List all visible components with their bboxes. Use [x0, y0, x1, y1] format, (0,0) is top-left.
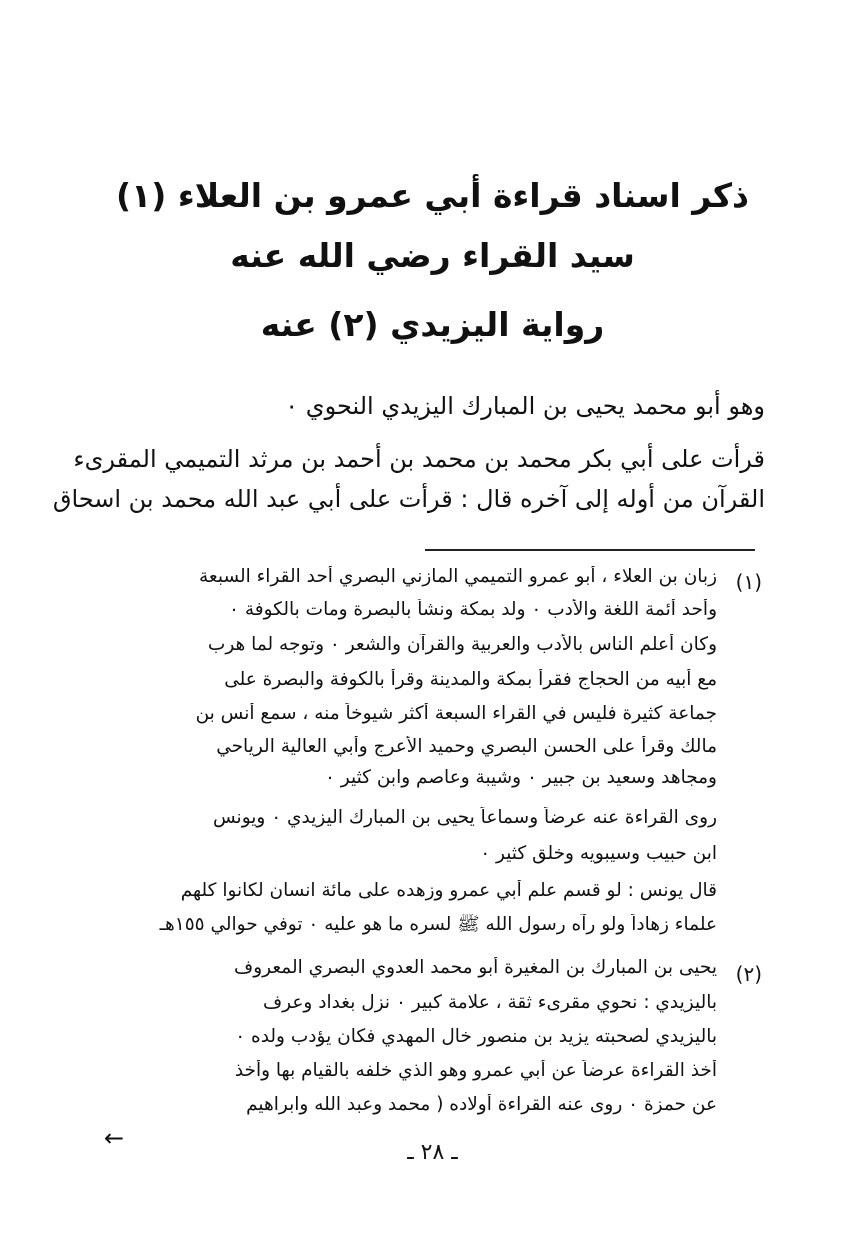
footnote-2-line: أخذ القراءة عرضاً عن أبي عمرو وهو الذي خلفه بالقيام بها وأخذ — [234, 1060, 717, 1081]
chapter-subtitle: سيد القراء رضي الله عنه — [230, 236, 635, 275]
intro-line-3: القرآن من أوله إلى آخره قال : قرأت على أبي عبد الله محمد بن اسحاق — [52, 485, 765, 513]
footnote-marker-1: (١) — [735, 570, 762, 594]
footnote-1-line: روى القراءة عنه عرضاً وسماعاً يحيى بن المبارك اليزيدي ٠ ويونس — [212, 807, 717, 828]
footnote-1-line: مع أبيه من الحجاج فقرأ بمكة والمدينة وقرأ بالكوفة والبصرة على — [224, 669, 717, 690]
footnote-2-line: عن حمزة ٠ روى عنه القراءة أولاده ( محمد وعبد الله وابراهيم — [246, 1094, 717, 1115]
footnote-1-line: ابن حبيب وسيبويه وخلق كثير ٠ — [480, 843, 717, 864]
intro-line-2: قرأت على أبي بكر محمد بن محمد بن أحمد بن مرثد التميمي المقرىء — [73, 445, 765, 473]
chapter-title: ذكر اسناد قراءة أبي عمرو بن العلاء (١) — [116, 176, 749, 215]
footnote-2-line: باليزيدي : نحوي مقرىء ثقة ، علامة كبير ٠ نزل بغداد وعرف — [262, 992, 717, 1013]
footnote-1-line: مالك وقرأ على الحسن البصري وحميد الأعرج وأبي العالية الرياحي — [216, 736, 717, 757]
footnote-1-line: ومجاهد وسعيد بن جبير ٠ وشيبة وعاصم وابن كثير ٠ — [324, 767, 717, 788]
page-number: ـ ٢٨ ـ — [407, 1140, 458, 1165]
footnote-1-line: قال يونس : لو قسم علم أبي عمرو وزهده على مائة انسان لكانوا كلهم — [180, 880, 717, 901]
footnote-2-line: يحيى بن المبارك بن المغيرة أبو محمد العدوي البصري المعروف — [234, 957, 717, 978]
footnote-1-line: زبان بن العلاء ، أبو عمرو التميمي المازني البصري أحد القراء السبعة — [199, 566, 717, 587]
footnote-1-line: جماعة كثيرة فليس في القراء السبعة أكثر شيوخاً منه ، سمع أنس بن — [195, 703, 717, 724]
footnote-1-line: وكان أعلم الناس بالأدب والعربية والقرآن والشعر ٠ وتوجه لما هرب — [207, 634, 717, 655]
riwaya-heading: رواية اليزيدي (٢) عنه — [260, 305, 605, 344]
footnote-2-line: باليزيدي لصحبته يزيد بن منصور خال المهدي فكان يؤدب ولده ٠ — [235, 1026, 717, 1047]
footnote-1-line: وأحد أئمة اللغة والأدب ٠ ولد بمكة ونشأ بالبصرة ومات بالكوفة ٠ — [229, 599, 717, 620]
footnote-1-line: علماء زهاداً ولو رآه رسول الله ﷺ لسره ما هو عليه ٠ توفي حوالي ١٥٥هـ — [159, 914, 717, 935]
intro-line-1: وهو أبو محمد يحيى بن المبارك اليزيدي النحوي ٠ — [285, 392, 765, 420]
footnote-marker-2: (٢) — [735, 962, 762, 986]
continuation-arrow-icon: ← — [104, 1124, 125, 1152]
footnote-separator — [425, 549, 755, 551]
